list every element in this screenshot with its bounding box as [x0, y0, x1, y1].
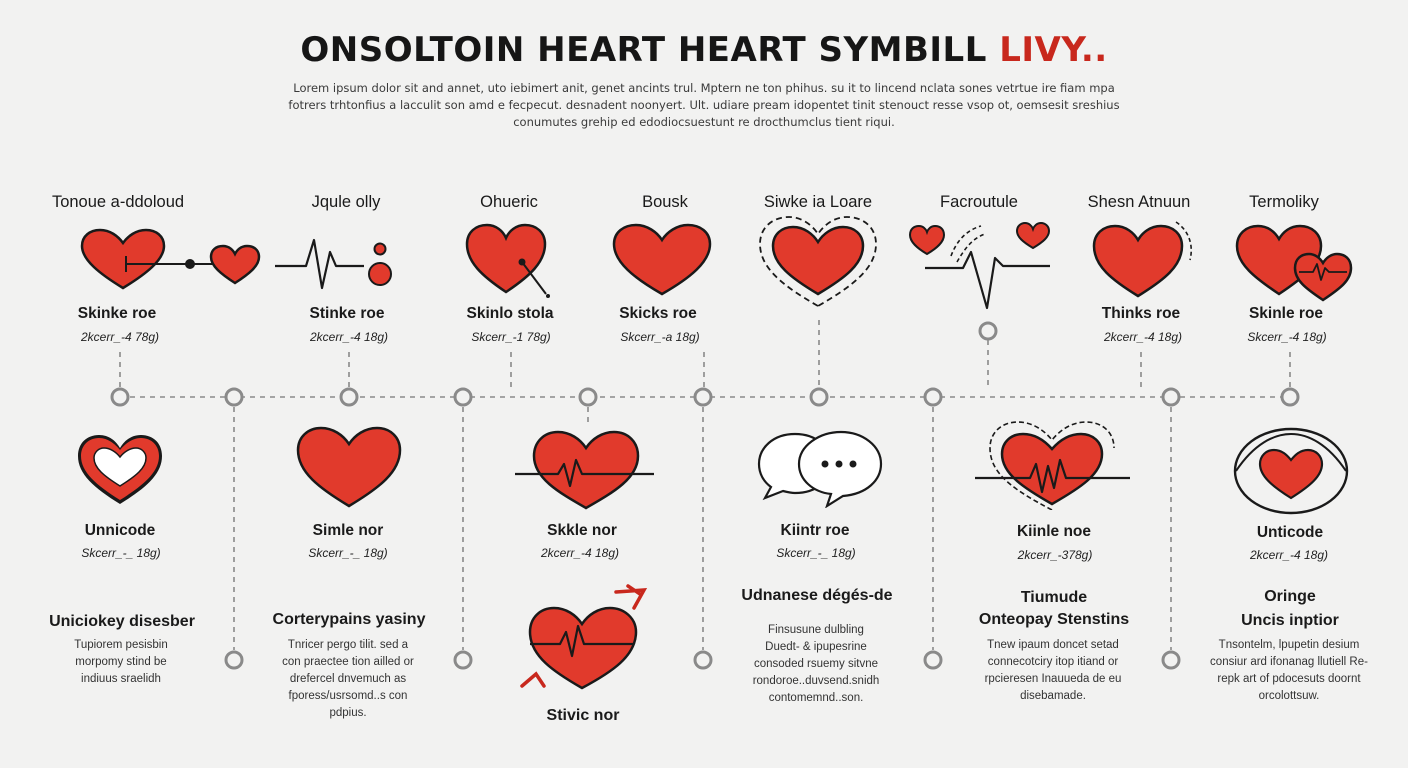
item-meta: Skcerr_-_ 18g)	[81, 546, 161, 560]
column-heading: Facroutule	[940, 193, 1018, 211]
item-meta: Skcerr_-_ 18g)	[776, 546, 856, 560]
paragraph-line: Tnricer pergo tilit. sed a	[287, 639, 409, 651]
extra-caption: Stivic nor	[546, 707, 620, 724]
timeline-node	[455, 652, 471, 668]
column-heading: Ohueric	[480, 193, 538, 211]
intro-line: fotrers trhtonfius a lacculit son amd e fecpecut. desnadent noonyert. Ult. udiare pream idopentet tinit stenouct resse vsop ot, oemsesit sreshius	[288, 98, 1120, 112]
description-paragraph	[1184, 637, 1394, 705]
heartbeat-line-icon	[272, 236, 397, 296]
section-subcaption: Uncis inptior	[1241, 612, 1339, 629]
item-meta: 2kcerr_-4 18g)	[309, 330, 389, 344]
item-name: Unnicode	[84, 522, 156, 539]
timeline-node	[811, 389, 827, 405]
paragraph-line: consiur ard ifonanag llutiell Re-	[1210, 656, 1368, 668]
timeline-node	[455, 389, 471, 405]
item-name: Kiinle noe	[1016, 523, 1092, 540]
intro-line: conumutes grehip ed edodiocsuestunt re drocthumclus tient riqui.	[513, 115, 895, 129]
item-name: Skicks roe	[619, 305, 697, 322]
paragraph-line: Tnsontelm, lpupetin desium	[1218, 639, 1360, 651]
paragraph-line: Tnew ipaum doncet setad	[987, 639, 1119, 651]
item-meta: 2kcerr_-4 78g)	[80, 330, 160, 344]
item-meta: 2kcerr_-378g)	[1017, 548, 1093, 562]
item-meta: Skcerr_-1 78g)	[471, 330, 551, 344]
paragraph-line: indiuus sraelidh	[81, 673, 161, 685]
item-name: Stinke roe	[309, 305, 385, 322]
timeline-node	[980, 323, 996, 339]
double-heart-pulse-icon	[1233, 222, 1357, 304]
heart-eye-icon	[1232, 426, 1350, 516]
item-meta: Skcerr_-a 18g)	[620, 330, 700, 344]
item-name: Skinke roe	[77, 305, 157, 322]
heart-ekg-icon	[512, 426, 657, 514]
section-subcaption: Onteopay Stenstins	[978, 611, 1130, 628]
paragraph-line: Finsusune dulbling	[768, 624, 864, 636]
column-heading: Termoliky	[1249, 193, 1319, 211]
description-paragraph	[243, 637, 453, 722]
timeline-node	[1163, 389, 1179, 405]
item-name: Unticode	[1256, 524, 1324, 541]
timeline-node	[925, 389, 941, 405]
timeline-node	[226, 652, 242, 668]
paragraph-line: rondoroe..duvsend.snidh	[752, 675, 880, 687]
timeline-node	[580, 389, 596, 405]
section-caption: Uniciokey disesber	[49, 613, 195, 630]
description-paragraph	[16, 637, 226, 688]
section-caption: Corterypains yasiny	[272, 611, 426, 628]
item-name: Simle nor	[312, 522, 384, 539]
heart-ekg-dashed-icon	[972, 418, 1134, 510]
item-name: Kiintr roe	[780, 522, 850, 539]
paragraph-line: consoded rsuemy sitvne	[753, 658, 878, 670]
item-meta: Skcerr_-4 18g)	[1247, 330, 1327, 344]
section-caption: Oringe	[1264, 588, 1316, 605]
column-heading: Shesn Atnuun	[1087, 193, 1191, 211]
heart-icon	[610, 222, 714, 300]
description-paragraph	[711, 622, 921, 707]
pulse-hearts-icon	[905, 218, 1055, 314]
paragraph-line: contomemnd..son.	[768, 692, 864, 704]
description-paragraph	[948, 637, 1158, 705]
timeline-node	[925, 652, 941, 668]
item-meta: 2kcerr_-4 18g)	[1249, 548, 1329, 562]
paragraph-line: fporess/usrsomd..s con	[288, 690, 408, 702]
paragraph-line: disebamade.	[1020, 690, 1086, 702]
item-name: Skinlo stola	[466, 305, 554, 322]
paragraph-line: morpomy stind be	[75, 656, 167, 668]
item-meta: Skcerr_-_ 18g)	[308, 546, 388, 560]
heart-link-icon	[78, 228, 263, 298]
heart-motion-icon	[1088, 218, 1196, 302]
paragraph-line: Duedt- & ipupesrine	[765, 641, 867, 653]
chat-bubbles-icon	[755, 428, 885, 508]
heart-needle-icon	[464, 222, 560, 302]
paragraph-line: pdpius.	[329, 707, 367, 719]
timeline-node	[695, 389, 711, 405]
paragraph-line: con praectee tion ailled or	[282, 656, 414, 668]
section-caption: Udnanese dégés-de	[741, 587, 893, 604]
heart-icon	[294, 424, 404, 512]
paragraph-line: repk art of pdocesuts doornt	[1217, 673, 1361, 685]
column-heading: Siwke ia Loare	[763, 193, 873, 211]
column-heading: Jqule olly	[311, 193, 381, 211]
item-meta: 2kcerr_-4 18g)	[540, 546, 620, 560]
timeline-node	[1282, 389, 1298, 405]
heart-dashed-outline-icon	[757, 212, 879, 310]
timeline-node	[112, 389, 128, 405]
title-accent: LIVY..	[999, 30, 1108, 70]
timeline-node	[341, 389, 357, 405]
section-caption: Tiumude	[1020, 589, 1088, 606]
item-name: Skkle nor	[547, 522, 617, 539]
paragraph-line: orcolottsuw.	[1258, 690, 1320, 702]
item-name: Skinle roe	[1248, 305, 1324, 322]
timeline-node	[1163, 652, 1179, 668]
paragraph-line: rpcieresen Inauueda de eu	[984, 673, 1122, 685]
paragraph-line: connecotciry itop itiand or	[987, 656, 1119, 668]
intro-line: Lorem ipsum dolor sit and annet, uto iebimert anit, genet ancints trul. Mptern ne ton phihus. su it to lincend nclata sones vetrtue ire fiam mpa	[293, 81, 1115, 95]
item-meta: 2kcerr_-4 18g)	[1103, 330, 1183, 344]
paragraph-line: Tupiorem pesisbin	[74, 639, 168, 651]
paragraph-line: drefercel dnvemuch as	[289, 673, 407, 685]
title-text: ONSOLTOIN HEART HEART SYMBILL	[300, 30, 987, 70]
item-name: Thinks roe	[1101, 305, 1181, 322]
heart-ekg-arrow-icon	[516, 582, 652, 694]
timeline-node	[226, 389, 242, 405]
column-heading: Bousk	[642, 193, 688, 211]
column-heading: Tonoue a-ddoloud	[51, 193, 185, 211]
heart-outline-icon	[74, 430, 166, 510]
timeline-node	[695, 652, 711, 668]
